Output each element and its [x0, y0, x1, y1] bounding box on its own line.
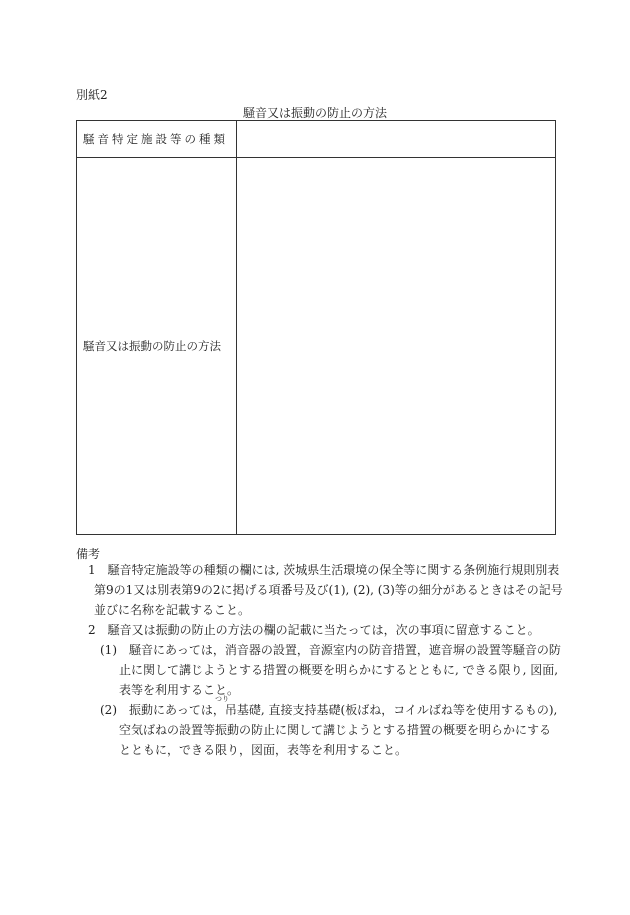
note-line: 表等を利用すること。: [119, 683, 240, 697]
row-label-prevention-method: 騒音又は振動の防止の方法: [77, 158, 237, 535]
table-row: [77, 121, 556, 158]
form-table: [76, 120, 556, 535]
note-line: とともに，できる限り，図面，表等を利用すること。: [119, 743, 408, 757]
note-line: 空気ばねの設置等振動の防止に関して講じようとする措置の概要を明らかにする: [119, 723, 552, 737]
note-line: 並びに名称を記載すること。: [94, 603, 251, 617]
attachment-label: 別紙2: [76, 88, 108, 102]
note-line: (1) 騒音にあっては，消音器の設置，音源室内の防音措置，遮音塀の設置等騒音の防: [100, 643, 561, 657]
note-line: (2) 振動にあっては，吊基礎, 直接支持基礎(板ばね，コイルばね等を使用するもの),: [100, 703, 558, 717]
notes-heading: 備考: [76, 547, 101, 561]
note-line: 第9の1又は別表第9の2に掲げる項番号及び(1), (2), (3)等の細分があるときはその記号: [94, 583, 563, 597]
page-title: 騒音又は振動の防止の方法: [242, 106, 387, 120]
ruby-annotation: つり: [215, 695, 229, 703]
table-row: [77, 158, 556, 535]
note-line: 2 騒音又は振動の防止の方法の欄の記載に当たっては，次の事項に留意すること。: [88, 623, 540, 637]
facility-type-field[interactable]: [237, 121, 556, 158]
note-line: 1 騒音特定施設等の種類の欄には, 茨城県生活環境の保全等に関する条例施行規則別表: [88, 563, 560, 577]
note-line: 止に関して講じようとする措置の概要を明らかにするとともに, できる限り, 図面,: [119, 663, 559, 677]
row-label-facility-type: 騒音特定施設等の種類: [77, 121, 237, 158]
prevention-method-field[interactable]: [237, 158, 556, 535]
